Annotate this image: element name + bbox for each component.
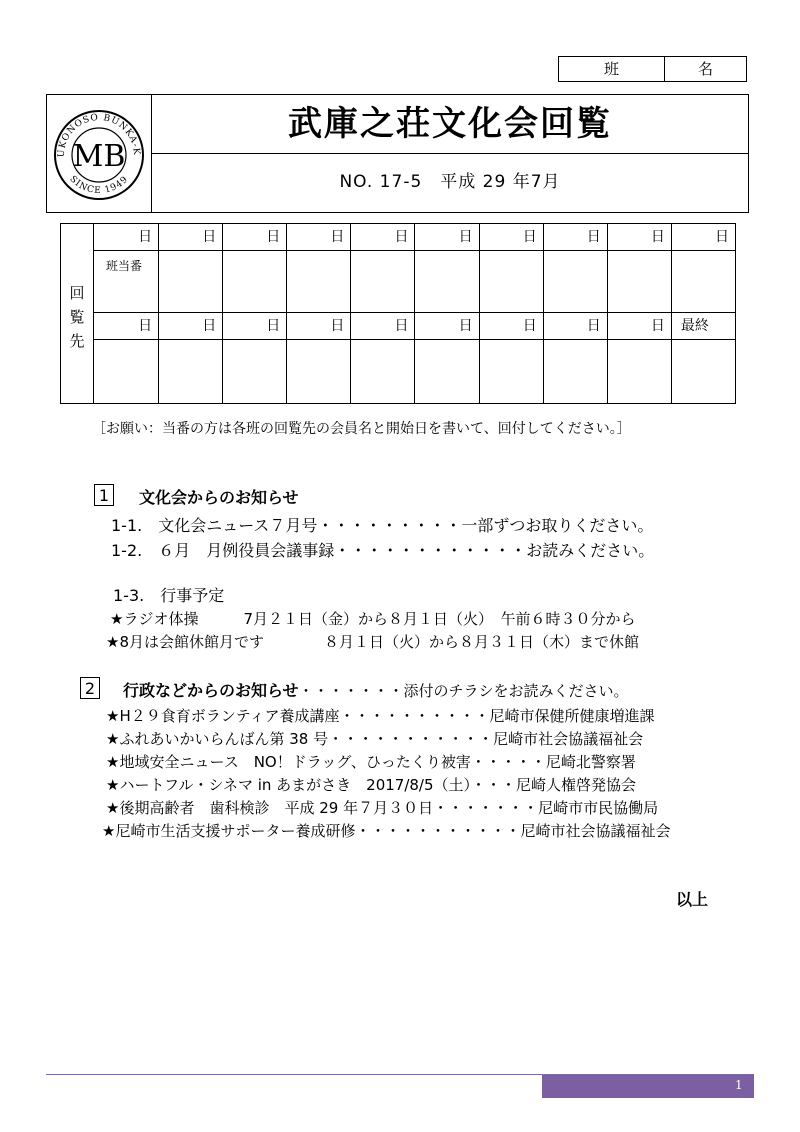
duty-label: 班当番 — [106, 259, 143, 273]
entry-cell — [286, 251, 351, 313]
event-item: ★ラジオ体操 7月２１日（金）から８月１日（火） 午前６時３０分から — [110, 610, 636, 628]
list-item: ★地域安全ニュース NO！ドラッグ、ひったくり被害・・・・・尼崎北警察署 — [106, 753, 636, 771]
entry-cell — [415, 251, 480, 313]
section-heading: 行政などからのお知らせ — [123, 681, 299, 700]
day-cell: 日 — [415, 313, 480, 340]
day-cell: 日 — [543, 224, 608, 251]
list-item: 1-2. ６月 月例役員会議事録・・・・・・・・・・・・お読みください。 — [111, 541, 655, 560]
section-heading-tail: ・・・・・・・添付のチラシをお読みください。 — [298, 682, 629, 700]
day-cell: 日 — [158, 313, 223, 340]
entry-cell — [671, 251, 735, 313]
han-name-label: 名 — [697, 60, 713, 78]
day-cell: 日 — [94, 224, 159, 251]
list-item: ★後期高齢者 歯科検診 平成 29 年７月３０日・・・・・・・尼崎市市民協働局 — [106, 799, 659, 817]
entry-cell — [415, 340, 480, 403]
logo-bottom-text: SINCE 1949 — [67, 174, 131, 197]
entry-cell — [350, 251, 415, 313]
routing-table — [60, 223, 736, 404]
day-cell: 日 — [415, 224, 480, 251]
day-cell: 日 — [350, 224, 415, 251]
closing-text: 以上 — [676, 890, 709, 909]
entry-cell — [479, 340, 544, 403]
club-logo — [47, 95, 151, 212]
entry-cell — [671, 340, 735, 403]
day-cell: 日 — [350, 313, 415, 340]
entry-cell — [286, 340, 351, 403]
entry-cell — [607, 340, 672, 403]
day-cell: 日 — [158, 224, 223, 251]
issue-number: NO. 17-5 平成 29 年7月 — [339, 172, 561, 192]
header-block — [46, 94, 749, 213]
list-item: ★尼崎市生活支援サポーター養成研修・・・・・・・・・・・尼崎市社会協議福祉会 — [102, 822, 671, 840]
request-note: ［お願い：当番の方は各班の回覧先の会員名と開始日を書いて、回付してください。］ — [92, 421, 631, 437]
day-cell: 日 — [671, 224, 735, 251]
day-cell: 日 — [543, 313, 608, 340]
day-cell: 日 — [479, 224, 544, 251]
logo-top-text: UKONOSO BUNKA-K — [56, 112, 142, 158]
day-cell: 日 — [607, 224, 672, 251]
sub-heading: 1-3. 行事予定 — [113, 586, 225, 605]
entry-cell — [94, 251, 159, 313]
entry-cell — [94, 340, 159, 403]
day-cell: 日 — [222, 313, 287, 340]
logo-monogram: MB — [72, 139, 126, 174]
section-heading-line — [123, 678, 629, 701]
han-name-box — [558, 56, 747, 82]
day-cell: 日 — [222, 224, 287, 251]
side-char: 回 — [69, 284, 85, 302]
entry-cell — [479, 251, 544, 313]
section-heading: 文化会からのお知らせ — [139, 488, 299, 507]
entry-cell — [158, 340, 223, 403]
title-cell — [152, 95, 748, 154]
logo-cell — [47, 95, 152, 212]
routing-side-label — [61, 224, 94, 403]
section-number: 1 — [94, 484, 114, 506]
han-label: 班 — [559, 57, 665, 81]
day-cell: 日 — [607, 313, 672, 340]
page-number-bar — [542, 1075, 754, 1098]
routing-grid — [94, 224, 735, 403]
entry-cell — [222, 340, 287, 403]
entry-cell — [607, 251, 672, 313]
section-number: 2 — [80, 677, 100, 699]
entry-cell — [543, 340, 608, 403]
day-cell: 日 — [94, 313, 159, 340]
list-item: ★ハートフル・シネマ in あまがさき 2017/8/5（土）・・・尼崎人権啓発協会 — [106, 776, 637, 794]
list-item: ★ふれあいかいらんばん第 38 号・・・・・・・・・・・尼崎市社会協議福祉会 — [106, 730, 644, 748]
day-cell: 日 — [479, 313, 544, 340]
list-item: 1-1. 文化会ニュース７月号・・・・・・・・・一部ずつお取りください。 — [111, 516, 654, 535]
list-item: ★H２９食育ボランティア養成講座・・・・・・・・・・尼崎市保健所健康増進課 — [106, 707, 655, 725]
entry-cell — [350, 340, 415, 403]
side-char: 覧 — [69, 308, 85, 326]
entry-cell — [543, 251, 608, 313]
day-cell: 日 — [286, 224, 351, 251]
entry-cell — [158, 251, 223, 313]
day-cell: 日 — [286, 313, 351, 340]
last-cell-label: 最終 — [671, 313, 735, 340]
entry-cell — [222, 251, 287, 313]
page-title: 武庫之荘文化会回覧 — [288, 104, 612, 144]
page-number: 1 — [735, 1078, 743, 1092]
side-char: 先 — [69, 332, 85, 350]
event-item: ★8月は会館休館月です ８月１日（火）から８月３１日（木）まで休館 — [106, 633, 639, 651]
